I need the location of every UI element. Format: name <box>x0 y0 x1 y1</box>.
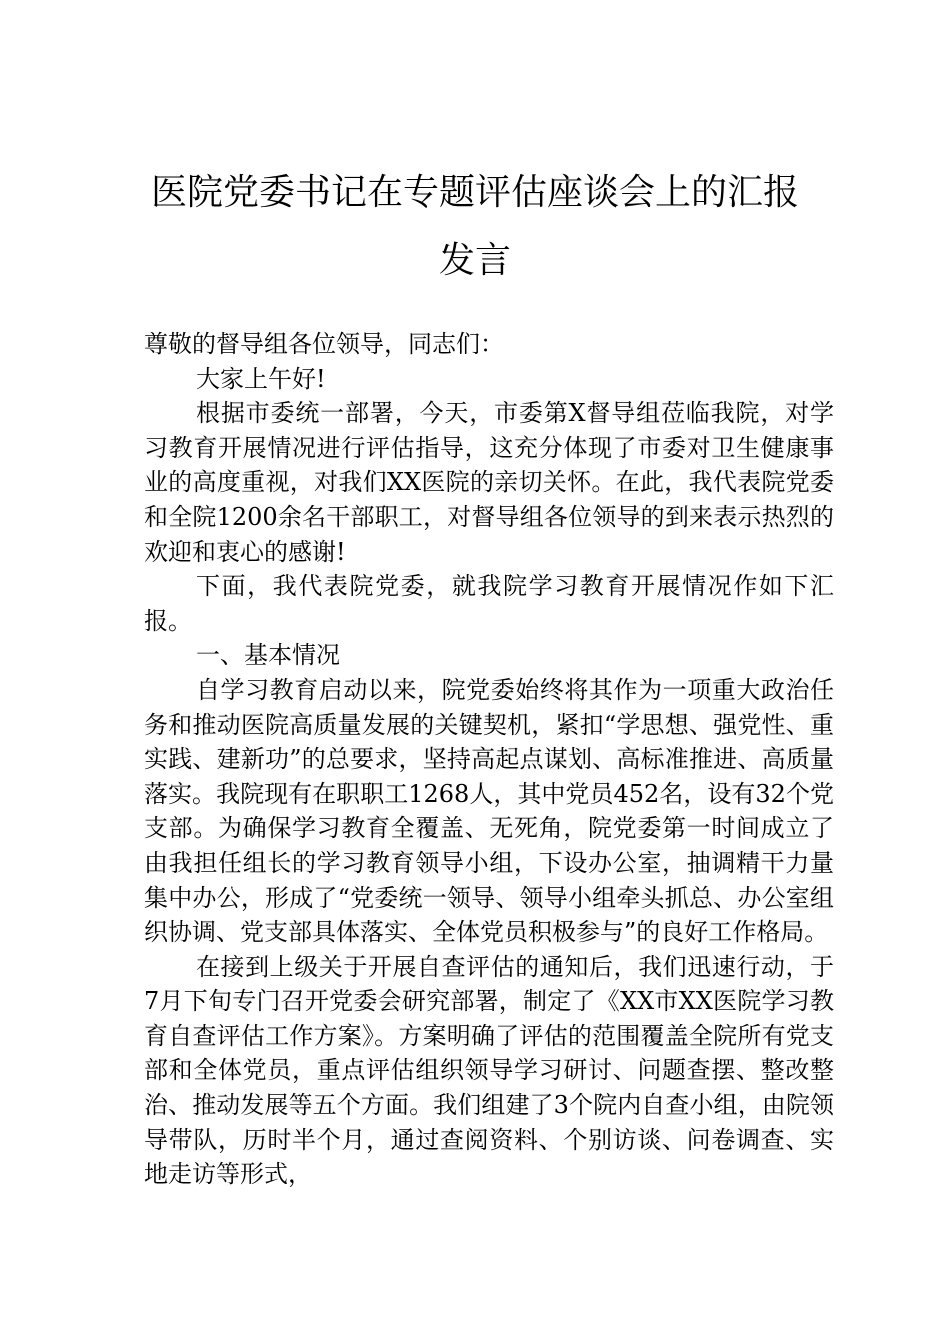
paragraph: 下面，我代表院党委，就我院学习教育开展情况作如下汇报。 <box>144 572 834 635</box>
paragraph: 在接到上级关于开展自查评估的通知后，我们迅速行动，于7月下旬专门召开党委会研究部署，制定了《XX市XX医院学习教育自查评估工作方案》。方案明确了评估的范围覆盖全院所有党支部和全体党员，重点评估组织领导学习研讨、问题查摆、整改整治、推动发展等五个方面。我们组建了3个院内自查小组，由院领导带队，历时半个月，通过查阅资料、个别访谈、问卷调查、实地走访等形式， <box>144 952 834 1189</box>
paragraph: 根据市委统一部署，今天，市委第X督导组莅临我院，对学习教育开展情况进行评估指导，这充分体现了市委对卫生健康事业的高度重视，对我们XX医院的亲切关怀。在此，我代表院党委和全院1200余名干部职工，对督导组各位领导的到来表示热烈的欢迎和衷心的感谢! <box>144 399 834 566</box>
section-heading: 一、基本情况 <box>196 641 340 670</box>
greeting: 大家上午好! <box>196 364 326 393</box>
paragraph: 自学习教育启动以来，院党委始终将其作为一项重大政治任务和推动医院高质量发展的关键契机，紧扣“学思想、强党性、重实践、建新功”的总要求，坚持高起点谋划、高标准推进、高质量落实。我院现有在职职工1268人，其中党员452名，设有32个党支部。为确保学习教育全覆盖、无死角，院党委第一时间成立了由我担任组长的学习教育领导小组，下设办公室，抽调精干力量集中办公，形成了“党委统一领导、领导小组牵头抓总、办公室组织协调、党支部具体落实、全体党员积极参与”的良好工作格局。 <box>144 675 834 947</box>
document-body <box>144 327 834 1192</box>
salutation: 尊敬的督导组各位领导，同志们： <box>144 330 504 358</box>
document-title-line1: 医院党委书记在专题评估座谈会上的汇报 <box>150 172 799 213</box>
document-title-line2: 发言 <box>438 240 511 281</box>
